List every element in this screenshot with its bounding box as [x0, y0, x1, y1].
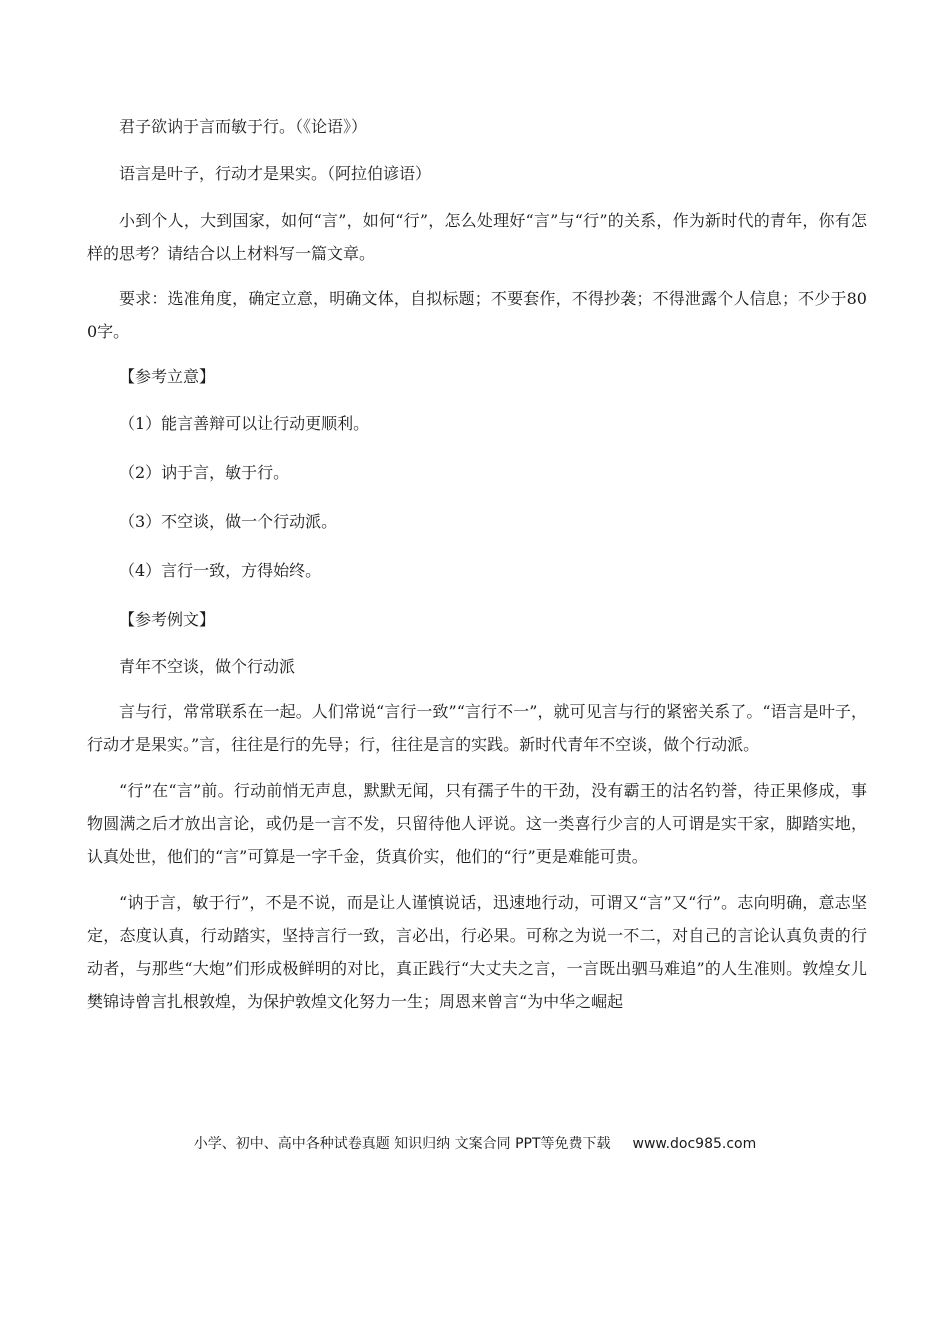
reference-essay-heading: 【参考例文】 — [119, 610, 216, 629]
footer-url[interactable]: www.doc985.com — [632, 1136, 757, 1152]
quote-analects: 君子欲讷于言而敏于行。（《论语》） — [119, 117, 368, 136]
reference-idea-3: （3）不空谈，做一个行动派。 — [119, 512, 338, 531]
reference-idea-1: （1）能言善辩可以让行动更顺利。 — [119, 414, 370, 433]
essay-paragraph: 言与行，常常联系在一起。人们常说“言行一致”“言行不一”，就可见言与行的紧密关系了。“语言是叶子，行动才是果实。”言，往往是行的先导；行，往往是言的实践。新时代青年不空谈，做个行动派。 — [87, 702, 867, 754]
reference-essay — [87, 650, 867, 1018]
writing-prompt: 小到个人，大到国家，如何“言”，如何“行”，怎么处理好“言”与“行”的关系，作为新时代的青年，你有怎样的思考？请结合以上材料写一篇文章。 — [87, 211, 867, 263]
quote-arabic-proverb: 语言是叶子，行动才是果实。（阿拉伯谚语） — [119, 164, 432, 183]
page-footer — [0, 1133, 950, 1153]
reference-ideas-heading: 【参考立意】 — [119, 367, 216, 386]
reference-idea-2: （2）讷于言，敏于行。 — [119, 463, 290, 482]
essay-paragraph: “讷于言，敏于行”，不是不说，而是让人谨慎说话，迅速地行动，可谓又“言”又“行”。志向明确，意志坚定，态度认真，行动踏实，坚持言行一致，言必出，行必果。可称之为说一不二，对自己的言论认真负责的行动者，与那些“大炮”们形成极鲜明的对比，真正践行“大丈夫之言，一言既出驷马难追”的人生准则。敦煌女儿樊锦诗曾言扎根敦煌，为保护敦煌文化努力一生；周恩来曾言“为中华之崛起 — [87, 893, 867, 1011]
reference-idea-4: （4）言行一致，方得始终。 — [119, 561, 322, 580]
essay-paragraph: “行”在“言”前。行动前悄无声息，默默无闻，只有孺子牛的干劲，没有霸王的沽名钓誉，待正果修成，事物圆满之后才放出言论，或仍是一言不发，只留待他人评说。这一类喜行少言的人可谓是实干家，脚踏实地，认真处世，他们的“言”可算是一字千金，货真价实，他们的“行”更是难能可贵。 — [87, 781, 867, 866]
footer-text: 小学、初中、高中各种试卷真题 知识归纳 文案合同 PPT等免费下载 — [193, 1136, 611, 1152]
document-body — [87, 110, 867, 1031]
essay-title: 青年不空谈，做个行动派 — [119, 657, 296, 676]
writing-requirement: 要求：选准角度，确定立意，明确文体，自拟标题；不要套作，不得抄袭；不得泄露个人信息；不少于800字。 — [87, 289, 867, 341]
